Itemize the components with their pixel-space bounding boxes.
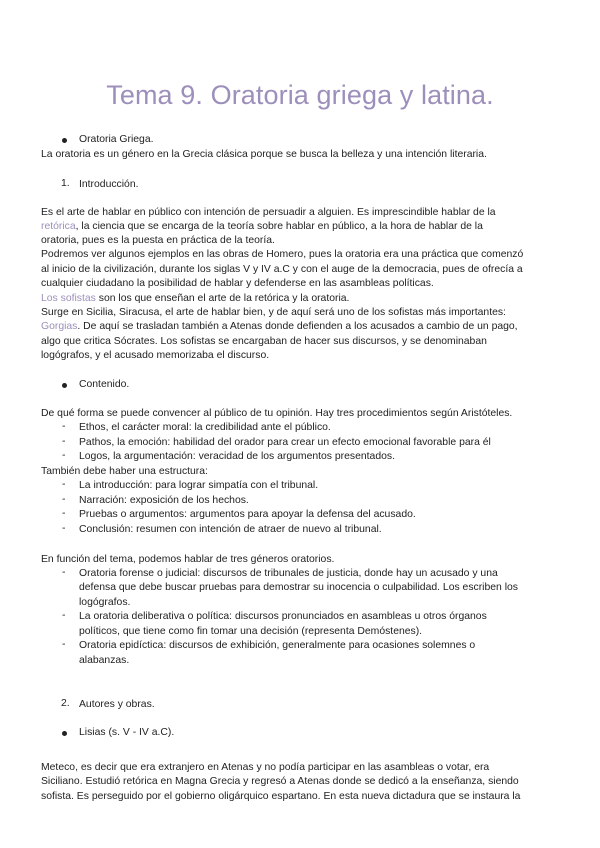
bullet-dot [62,731,67,736]
intro-line: Los sofistas son los que enseñan el arte de la retórica y la oratoria. [41,293,350,304]
genre-line: Oratoria epidíctica: discursos de exhibición, generalmente para ocasiones solemnes o [79,640,476,651]
gorgias-link: Gorgias [41,321,78,332]
dash-bullet: - [62,610,66,621]
intro-line: Surge en Sicilia, Siracusa, el arte de hablar bien, y de aquí será uno de los sofistas más importantes: [41,307,506,318]
lisias-line: Siciliano. Estudió retórica en Magna Grecia y regresó a Atenas donde se dedicó a la enseñanza, siendo [41,776,519,787]
procedure-item: Ethos, el carácter moral: la credibilidad ante el público. [79,422,331,433]
list-number: 2. [61,698,70,709]
procedure-item: Logos, la argumentación: veracidad de los argumentos presentados. [79,451,395,462]
sofistas-link: Los sofistas [41,293,96,304]
section-heading-oratoria: Oratoria Griega. [79,134,154,145]
section-heading-contenido: Contenido. [79,379,130,390]
structure-item: Narración: exposición de los hechos. [79,495,249,506]
lisias-line: Meteco, es decir que era extranjero en Atenas y no podía participar en las asambleas o votar, era [41,762,490,773]
genre-line: Oratoria forense o judicial: discursos de tribunales de justicia, donde hay un acusado y una [79,568,498,579]
dash-bullet: - [62,494,66,505]
dash-bullet: - [62,523,66,534]
oratoria-text: La oratoria es un género en la Grecia clásica porque se busca la belleza y una intención literaria. [41,149,487,160]
dash-bullet: - [62,450,66,461]
intro-line: retórica, la ciencia que se encarga de la teoría sobre hablar en público, a la hora de hablar de la [41,221,483,232]
genre-line: defensa que debe buscar pruebas para demostrar su inocencia o culpabilidad. Los escriben los [79,582,518,593]
genre-line: La oratoria deliberativa o política: discursos pronunciados en asambleas u otros órganos [79,611,487,622]
dash-bullet: - [62,479,66,490]
structure-item: La introducción: para lograr simpatía con el tribunal. [79,480,319,491]
intro-line: cualquier ciudadano la posibilidad de hablar y defenderse en las asambleas políticas. [41,278,434,289]
genres-lead: En función del tema, podemos hablar de tres géneros oratorios. [41,554,335,565]
bullet-dot [62,138,67,143]
intro-line: Gorgias. De aquí se trasladan también a Atenas donde defienden a los acusados a cambio de un pago, [41,321,518,332]
section-heading-intro: Introducción. [79,179,139,190]
intro-line: oratoria, pues es la puesta en práctica de la teoría. [41,235,275,246]
structure-item: Pruebas o argumentos: argumentos para apoyar la defensa del acusado. [79,509,416,520]
lisias-heading: Lisias (s. V - IV a.C). [79,727,175,738]
structure-item: Conclusión: resumen con intención de atraer de nuevo al tribunal. [79,524,382,535]
dash-bullet: - [62,639,66,650]
dash-bullet: - [62,508,66,519]
intro-line: logógrafos, y el acusado memorizaba el discurso. [41,350,270,361]
structure-lead: También debe haber una estructura: [41,466,208,477]
dash-bullet: - [62,436,66,447]
intro-line: algo que critica Sócrates. Los sofistas se encargaban de hacer sus discursos, y se denominaban [41,336,487,347]
genre-line: logógrafos. [79,597,131,608]
lisias-line: sofista. Es perseguido por el gobierno oligárquico espartano. En esta nueva dictadura que se instaura la [41,791,521,802]
genre-line: alabanzas. [79,655,130,666]
intro-line: al inicio de la civilización, durante los siglas V y IV a.C y con el auge de la democracia, pues de ofrecía a [41,264,523,275]
dash-bullet: - [62,421,66,432]
intro-line: Podremos ver algunos ejemplos en las obras de Homero, pues la oratoria era una práctica que comenzó [41,249,524,260]
intro-line: Es el arte de hablar en público con intención de persuadir a alguien. Es imprescindible hablar de la [41,207,496,218]
contenido-lead: De qué forma se puede convencer al público de tu opinión. Hay tres procedimientos según Aristóteles. [41,408,513,419]
dash-bullet: - [62,567,66,578]
procedure-item: Pathos, la emoción: habilidad del orador para crear un efecto emocional favorable para él [79,437,491,448]
list-number: 1. [61,178,70,189]
genre-line: políticos, que tiene como fin tomar una decisión (representa Demóstenes). [79,626,423,637]
retorica-link: retórica [41,221,76,232]
section-heading-autores: Autores y obras. [79,699,155,710]
page-title: Tema 9. Oratoria griega y latina. [106,80,494,110]
bullet-dot [62,383,67,388]
